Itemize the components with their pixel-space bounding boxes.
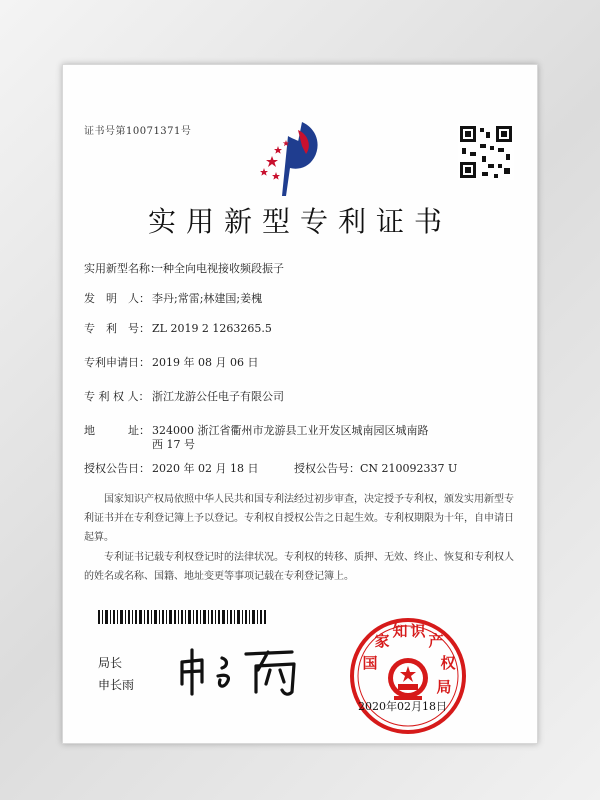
field-row-patentee bbox=[84, 388, 284, 404]
director-name: 申长雨 bbox=[98, 678, 135, 692]
seal-char: 国 bbox=[362, 654, 378, 672]
certificate-title: 实用新型专利证书 bbox=[147, 205, 452, 238]
field-value: 浙江龙游公任电子有限公司 bbox=[152, 390, 284, 403]
field-label: 地 址： bbox=[84, 424, 150, 437]
grant-number-value: CN 210092337 U bbox=[360, 462, 458, 475]
field-value: ZL 2019 2 1263265.5 bbox=[152, 322, 272, 335]
field-value: 李丹;常雷;林建国;姜槐 bbox=[152, 292, 263, 305]
grant-date-label: 授权公告日： bbox=[84, 462, 150, 475]
seal-char: 知 bbox=[392, 622, 408, 640]
seal-date: 2020年02月18日 bbox=[358, 700, 447, 713]
seal-emblem bbox=[388, 658, 428, 700]
field-value: 2019 年 08 月 06 日 bbox=[152, 356, 259, 369]
field-label: 专 利 号： bbox=[84, 322, 150, 335]
body-paragraph-1: 国家知识产权局依照中华人民共和国专利法经过初步审查，决定授予专利权，颁发实用新型专利证书并在专利登记簿上予以登记。专利权自授权公告之日起生效。专利权期限为十年，自申请日起算。 bbox=[84, 494, 514, 543]
field-label: 实用新型名称： bbox=[84, 262, 161, 275]
field-row-grant-date bbox=[84, 460, 258, 476]
field-value: 西 17 号 bbox=[152, 438, 195, 451]
field-label: 发 明 人： bbox=[84, 292, 150, 305]
grant-date-value: 2020 年 02 月 18 日 bbox=[152, 462, 259, 475]
certificate-paper bbox=[62, 64, 538, 744]
field-row-patent-number bbox=[84, 320, 272, 336]
seal-char: 产 bbox=[428, 632, 444, 650]
logo-star-2 bbox=[274, 146, 282, 154]
qr-code-icon bbox=[458, 124, 514, 180]
handwritten-signature bbox=[172, 640, 312, 700]
barcode bbox=[98, 610, 266, 624]
patent-office-logo bbox=[258, 116, 328, 198]
field-label: 专 利 权 人： bbox=[84, 390, 150, 403]
logo-star-4 bbox=[272, 172, 280, 180]
field-label: 专利申请日： bbox=[84, 356, 150, 369]
logo-star-1 bbox=[266, 156, 278, 167]
field-row-utility-name bbox=[84, 260, 284, 276]
seal-char: 局 bbox=[436, 678, 452, 696]
field-value: 324000 浙江省衢州市龙游县工业开发区城南园区城南路 bbox=[152, 424, 429, 437]
field-row-inventors bbox=[84, 290, 262, 306]
seal-char: 家 bbox=[374, 632, 390, 650]
director-title: 局长 bbox=[98, 656, 123, 670]
seal-char: 识 bbox=[410, 622, 426, 640]
field-value: 一种全向电视接收频段振子 bbox=[152, 262, 284, 275]
certificate-number: 证书号第10071371号 bbox=[84, 126, 192, 137]
seal-char: 权 bbox=[440, 654, 456, 672]
logo-star-3 bbox=[260, 168, 268, 176]
official-seal bbox=[348, 616, 468, 736]
grant-number-label: 授权公告号： bbox=[294, 462, 360, 475]
body-paragraph-2: 专利证书记载专利权登记时的法律状况。专利权的转移、质押、无效、终止、恢复和专利权人的姓名或名称、国籍、地址变更等事项记载在专利登记簿上。 bbox=[84, 552, 514, 582]
field-row-grant-number bbox=[294, 460, 457, 476]
field-row-application-date bbox=[84, 354, 258, 370]
field-row-address-cont bbox=[84, 436, 195, 452]
